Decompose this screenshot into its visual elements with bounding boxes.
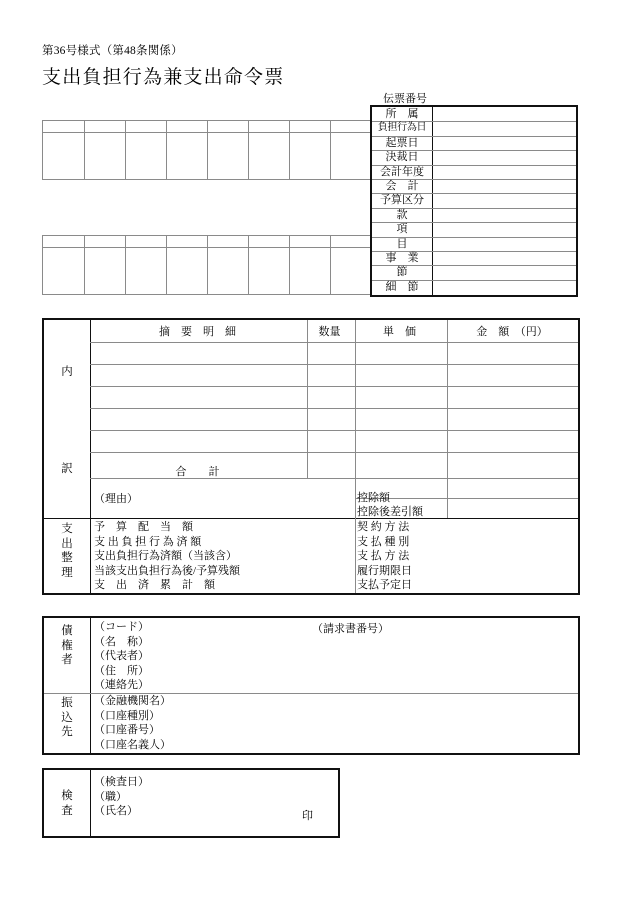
attr-label-shozoku: 所 属	[385, 108, 419, 120]
transfer-item-2: （口座番号）	[94, 724, 160, 737]
transfer-side-label	[52, 696, 82, 740]
after-deduction-label: 控除後差引額	[357, 506, 423, 518]
settlement-left-item-0: 予 算 配 当 額	[94, 521, 193, 533]
attr-label-jigyo: 事 業	[385, 252, 419, 264]
settlement-left-item-1: 支 出 負 担 行 為 済 額	[94, 535, 202, 548]
creditor-item-2: （代表者）	[94, 650, 149, 663]
inspection-item-1: （職）	[94, 790, 127, 803]
deduction-label: 控除額	[357, 492, 390, 504]
transfer-item-0: （金融機関名）	[94, 695, 171, 707]
settlement-right-item-3: 履行期限日	[357, 564, 412, 577]
attr-label-saisetsu: 細 節	[385, 280, 419, 293]
creditor-item-0: （コード）	[94, 621, 149, 633]
settlement-side-label-c0: 支	[61, 523, 73, 535]
settlement-side-label-c1: 出	[61, 537, 73, 550]
header-amount: 金 額 （円）	[476, 326, 548, 338]
inspection-item-2: （氏名）	[94, 805, 138, 818]
transfer-side-label-c0: 振	[61, 697, 73, 709]
settlement-side-label	[52, 522, 82, 580]
creditor-item-3: （住 所）	[94, 664, 149, 677]
attr-label-yosan-kubun: 予算区分	[380, 194, 424, 207]
settlement-left-item-4: 支 出 済 累 計 額	[94, 579, 215, 592]
creditor-side-label-c2: 者	[61, 654, 73, 667]
attr-label-setsu: 節	[396, 266, 408, 279]
top-grid-upper	[42, 120, 372, 180]
inspection-items	[94, 775, 149, 819]
reason-label: （理由）	[94, 493, 138, 505]
breakdown-side-label-top: 内	[61, 366, 73, 378]
header-unit-price: 単 価	[383, 326, 416, 338]
seal-label: 印	[302, 810, 313, 822]
inspection-side-label-c1: 査	[61, 804, 73, 817]
settlement-left-items	[94, 520, 240, 593]
attr-label-ko: 項	[396, 223, 408, 236]
transfer-item-3: （口座名義人）	[94, 738, 171, 751]
settlement-left-item-2: 支出負担行為済額（当該含）	[94, 550, 237, 563]
invoice-number-label: （請求書番号）	[312, 623, 389, 635]
settlement-side-label-c2: 整	[61, 552, 73, 565]
attr-label-kessai-bi: 決裁日	[385, 151, 419, 164]
creditor-side-label	[52, 624, 82, 668]
settlement-left-item-3: 当該支出負担行為後/予算残額	[94, 564, 241, 577]
page-title: 支出負担行為兼支出命令票	[42, 67, 285, 88]
inspection-item-0: （検査日）	[94, 776, 149, 788]
header-quantity: 数量	[318, 326, 341, 338]
top-grid-lower	[42, 235, 372, 295]
creditor-side-label-c0: 債	[61, 625, 73, 637]
attr-label-kihyo-bi: 起票日	[385, 136, 419, 149]
transfer-side-label-c1: 込	[61, 711, 73, 724]
transfer-item-1: （口座種別）	[94, 709, 160, 722]
attr-label-futan-koui-bi: 負担行為日	[377, 122, 427, 134]
attr-label-kaikei: 会 計	[385, 180, 419, 192]
creditor-side-label-c1: 権	[61, 639, 73, 652]
inspection-side-label	[52, 789, 82, 818]
transfer-items	[94, 694, 171, 752]
attr-label-moku: 目	[396, 237, 408, 250]
breakdown-side-label-bottom: 訳	[61, 463, 73, 475]
settlement-right-items	[357, 520, 412, 593]
settlement-right-item-2: 支 払 方 法	[357, 550, 410, 563]
settlement-right-item-1: 支 払 種 別	[357, 535, 410, 548]
header-description: 摘 要 明 細	[159, 326, 236, 338]
total-label: 合 計	[175, 466, 220, 478]
attr-label-kan: 款	[396, 208, 408, 221]
creditor-items	[94, 620, 149, 693]
creditor-item-1: （名 称）	[94, 635, 149, 648]
settlement-right-item-0: 契 約 方 法	[357, 521, 410, 533]
settlement-right-item-4: 支払予定日	[357, 579, 412, 592]
transfer-side-label-c2: 先	[61, 726, 73, 739]
settlement-side-label-c3: 理	[61, 566, 73, 579]
creditor-item-4: （連絡先）	[94, 679, 149, 692]
inspection-table	[42, 768, 340, 838]
attr-label-kaikei-nendo: 会計年度	[380, 165, 424, 178]
form-number: 第36号様式（第48条関係）	[42, 45, 183, 57]
voucher-number-label: 伝票番号	[383, 93, 427, 105]
inspection-side-label-c0: 検	[61, 790, 73, 802]
